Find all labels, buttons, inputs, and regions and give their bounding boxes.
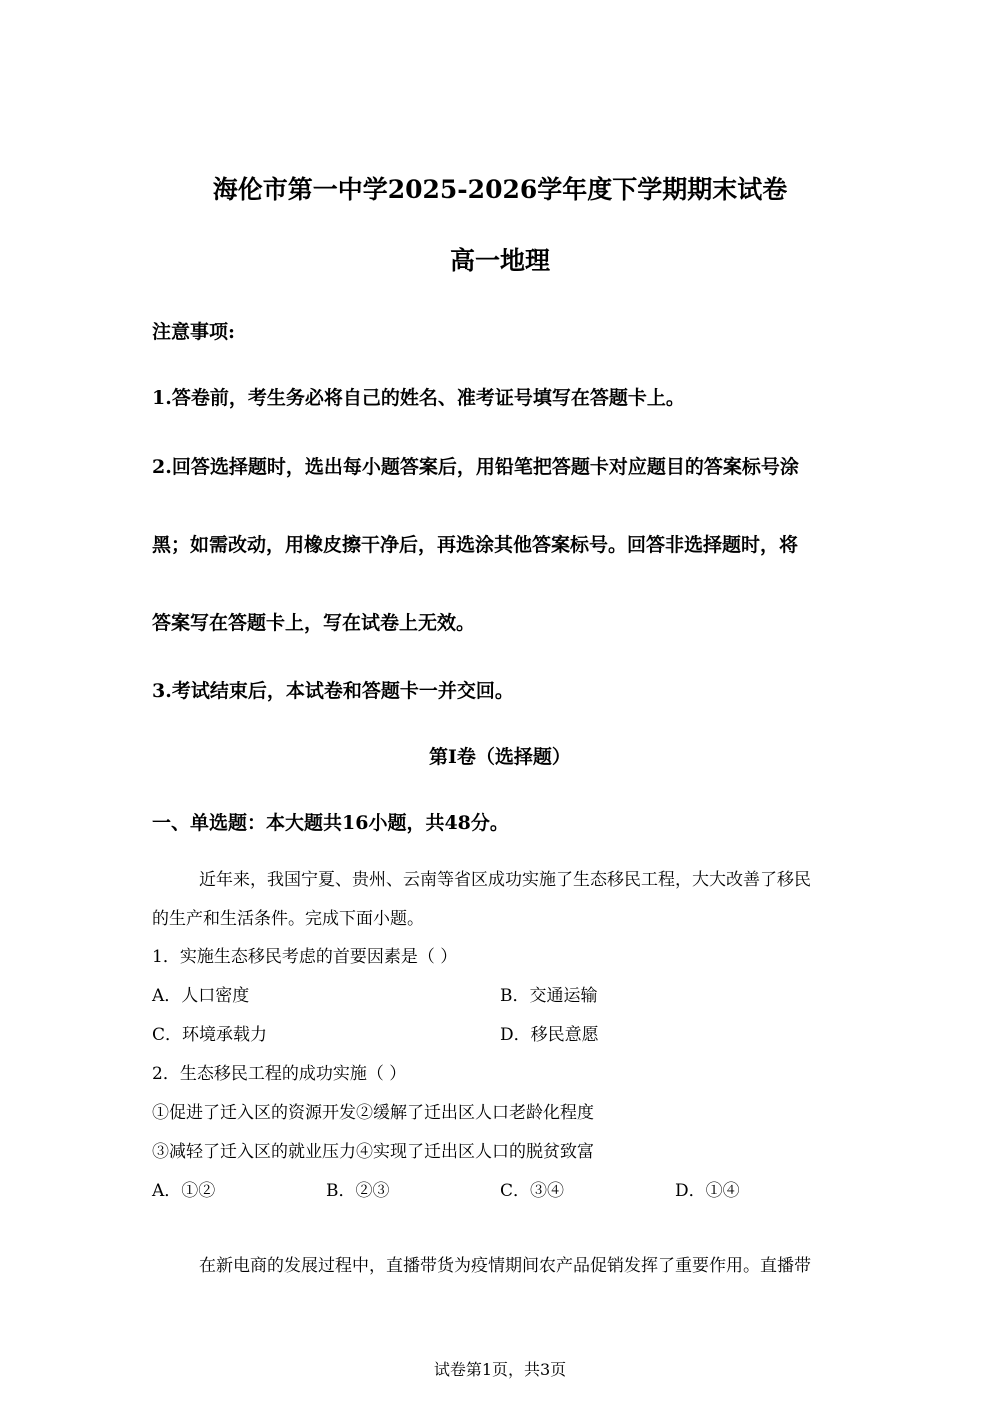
question-1-option-c: C．环境承载力 [152,1025,268,1045]
question-1-stem: 1．实施生态移民考虑的首要因素是（ ） [152,947,458,967]
question-1-option-a: A．人口密度 [152,986,250,1006]
notice-item-1: 1.答卷前，考生务必将自己的姓名、准考证号填写在答题卡上。 [152,387,685,409]
material-2-line-1: 在新电商的发展过程中，直播带货为疫情期间农产品促销发挥了重要作用。直播带 [199,1256,811,1276]
notice-item-3: 3.考试结束后，本试卷和答题卡一并交回。 [152,680,514,702]
notice-item-2-line-2: 黑；如需改动，用橡皮擦干净后，再选涂其他答案标号。回答非选择题时，将 [152,534,799,556]
part-title: 一、单选题：本大题共16小题，共48分。 [152,812,509,834]
notice-item-2-line-3: 答案写在答题卡上，写在试卷上无效。 [152,612,476,634]
material-1-line-2: 的生产和生活条件。完成下面小题。 [152,909,424,929]
question-2-statement-2: ③减轻了迁入区的就业压力④实现了迁出区人口的脱贫致富 [152,1142,594,1162]
question-2-option-c: C．③④ [500,1181,565,1201]
volume-title: 第I卷（选择题） [429,746,571,768]
question-2-statement-1: ①促进了迁入区的资源开发②缓解了迁出区人口老龄化程度 [152,1103,594,1123]
notice-heading: 注意事项: [152,321,236,343]
page-footer: 试卷第1页，共3页 [433,1360,567,1379]
question-2-option-a: A．①② [152,1181,216,1201]
question-1-option-b: B．交通运输 [500,986,598,1006]
material-1-line-1: 近年来，我国宁夏、贵州、云南等省区成功实施了生态移民工程，大大改善了移民 [199,870,811,890]
question-2-stem: 2．生态移民工程的成功实施（ ） [152,1064,407,1084]
question-1-option-d: D．移民意愿 [500,1025,599,1045]
question-2-option-b: B．②③ [326,1181,390,1201]
question-2-option-d: D．①④ [675,1181,740,1201]
exam-title: 海伦市第一中学2025-2026学年度下学期期末试卷 [212,175,788,204]
notice-item-2-line-1: 2.回答选择题时，选出每小题答案后，用铅笔把答题卡对应题目的答案标号涂 [152,456,799,478]
subject-title: 高一地理 [449,246,550,275]
